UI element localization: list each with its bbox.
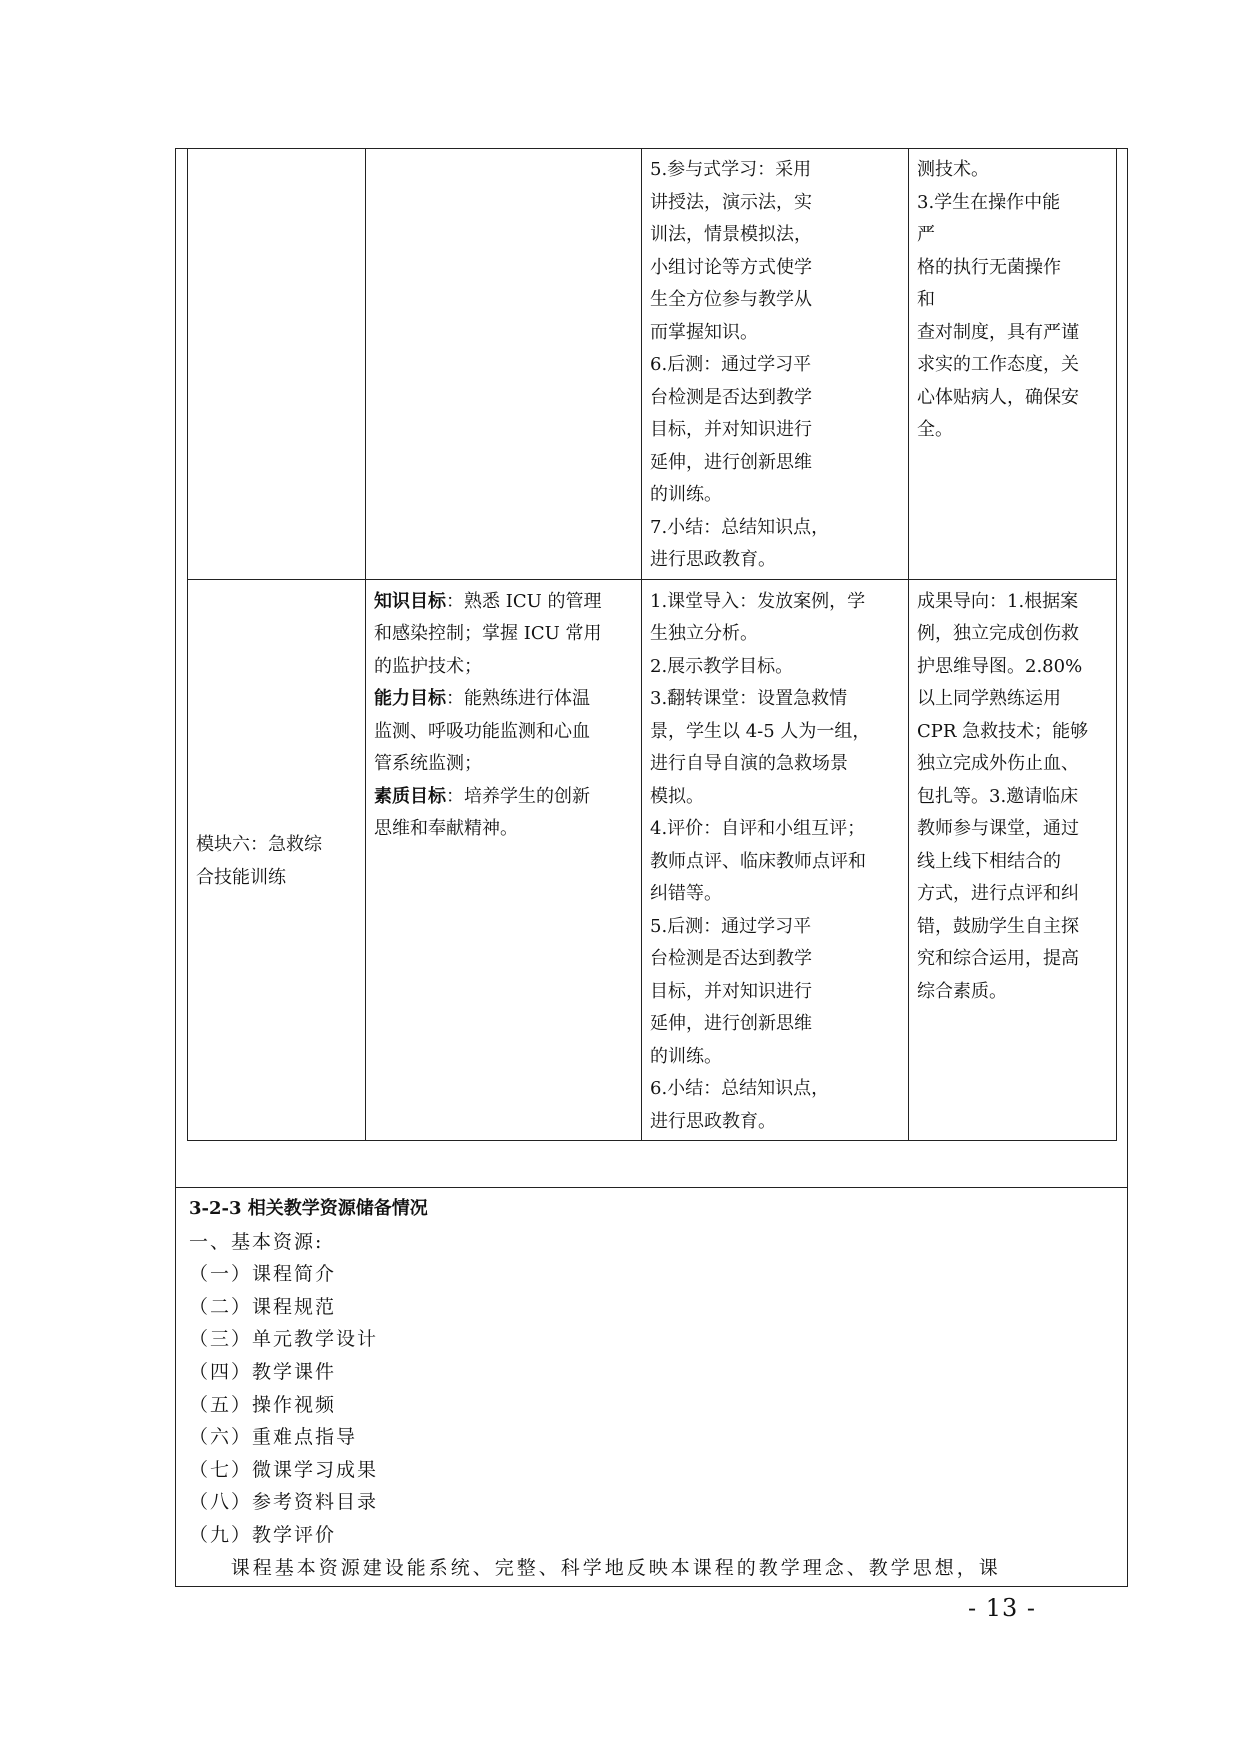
- text-line: 和感染控制；掌握 ICU 常用: [374, 623, 602, 644]
- outcome-cell: [909, 148, 1117, 579]
- text-line: 景，学生以 4-5 人为一组，: [650, 720, 871, 742]
- text-line: 成果导向：1.根据案: [917, 590, 1079, 612]
- quality-goal-label: 素质目标: [374, 785, 446, 807]
- text-line: 3.学生在操作中能: [917, 191, 1061, 213]
- text-line: 而掌握知识。: [650, 321, 758, 343]
- text-line: 延伸，进行创新思维: [650, 1013, 812, 1034]
- text-line: 心体贴病人，确保安: [917, 386, 1079, 408]
- course-module-table: [187, 148, 1117, 1141]
- text-line: 进行自导自演的急救场景: [650, 753, 848, 774]
- text-line: 6.小结：总结知识点，: [650, 1078, 830, 1099]
- text-line: 测技术。: [917, 159, 989, 180]
- frame-divider: [175, 1187, 1128, 1188]
- table-row: [188, 148, 1117, 579]
- text-line: 的训练。: [650, 1045, 722, 1067]
- text-line: 以上同学熟练运用: [917, 688, 1061, 709]
- text-line: 综合素质。: [917, 980, 1007, 1002]
- text-line: 7.小结：总结知识点，: [650, 516, 830, 538]
- section-subtitle: 一、基本资源:: [189, 1230, 324, 1253]
- text-line: 模拟。: [650, 785, 704, 807]
- text-line: 教师参与课堂，通过: [917, 818, 1079, 839]
- text-line: 和: [917, 289, 935, 310]
- text-line: 错，鼓励学生自主探: [917, 915, 1079, 937]
- text-line: 的训练。: [650, 484, 722, 505]
- text-line: 例，独立完成创伤救: [917, 623, 1079, 644]
- resource-list-item: （五）操作视频: [189, 1393, 337, 1416]
- text-line: 监测、呼吸功能监测和心血: [374, 720, 590, 742]
- resource-list-item: （六）重难点指导: [189, 1426, 358, 1449]
- text-line: 纠错等。: [650, 883, 722, 904]
- quality-goal-line: [374, 781, 634, 814]
- resource-list-item: （二）课程规范: [189, 1295, 337, 1318]
- resource-list-item: （八）参考资料目录: [189, 1491, 379, 1514]
- quality-goal-text: ：培养学生的创新: [446, 785, 590, 807]
- text-line: 3.翻转课堂：设置急救情: [650, 688, 848, 709]
- ability-goal-label: 能力目标: [374, 688, 446, 709]
- module-cell: [188, 148, 366, 579]
- text-line: 进行思政教育。: [650, 549, 776, 570]
- module-cell: [188, 579, 366, 1141]
- knowledge-goal-line: [374, 586, 634, 619]
- text-line: 求实的工作态度，关: [917, 354, 1079, 375]
- goals-cell: [366, 579, 642, 1141]
- text-line: 模块六：急救综: [196, 834, 322, 856]
- text-line: 1.课堂导入：发放案例，学: [650, 590, 866, 612]
- text-line: 台检测是否达到教学: [650, 386, 812, 408]
- text-line: 查对制度，具有严谨: [917, 321, 1079, 343]
- resources-section: [189, 1193, 1119, 1584]
- text-line: 生全方位参与教学从: [650, 289, 812, 310]
- goals-cell: [366, 148, 642, 579]
- resource-list-item: （九）教学评价: [189, 1523, 337, 1546]
- section-paragraph: 课程基本资源建设能系统、完整、科学地反映本课程的教学理念、教学思想，课: [230, 1556, 1001, 1579]
- text-line: 生独立分析。: [650, 623, 758, 644]
- text-line: 独立完成外伤止血、: [917, 753, 1079, 774]
- page-number: - 13 -: [968, 1594, 1037, 1622]
- text-line: 台检测是否达到教学: [650, 948, 812, 969]
- text-line: 目标，并对知识进行: [650, 980, 812, 1002]
- text-line: 目标，并对知识进行: [650, 419, 812, 440]
- text-line: 4.评价：自评和小组互评；: [650, 818, 866, 839]
- text-line: 小组讨论等方式使学: [650, 256, 812, 278]
- text-line: 教师点评、临床教师点评和: [650, 850, 866, 872]
- text-line: 包扎等。3.邀请临床: [917, 785, 1079, 807]
- outcome-cell: [909, 579, 1117, 1141]
- text-line: 格的执行无菌操作: [917, 256, 1061, 278]
- resource-list-item: （一）课程简介: [189, 1263, 337, 1286]
- resource-list-item: （四）教学课件: [189, 1360, 337, 1383]
- text-line: 合技能训练: [196, 866, 286, 888]
- text-line: CPR 急救技术；能够: [917, 720, 1089, 742]
- knowledge-goal-label: 知识目标: [374, 590, 446, 612]
- ability-goal-line: [374, 683, 634, 716]
- ability-goal-text: ：能熟练进行体温: [446, 688, 590, 709]
- text-line: 线上线下相结合的: [917, 850, 1061, 872]
- resource-list-item: （七）微课学习成果: [189, 1458, 379, 1481]
- text-line: 方式，进行点评和纠: [917, 883, 1079, 904]
- text-line: 护思维导图。2.80%: [917, 655, 1083, 677]
- text-line: 2.展示教学目标。: [650, 655, 794, 677]
- text-line: 管系统监测；: [374, 753, 482, 774]
- text-line: 思维和奉献精神。: [374, 818, 518, 839]
- process-cell: [642, 579, 909, 1141]
- table-row: [188, 579, 1117, 1141]
- text-line: 进行思政教育。: [650, 1110, 776, 1132]
- text-line: 的监护技术；: [374, 655, 482, 677]
- text-line: 延伸，进行创新思维: [650, 451, 812, 473]
- text-line: 5.参与式学习：采用: [650, 159, 812, 180]
- text-line: 训法，情景模拟法，: [650, 224, 812, 245]
- text-line: 讲授法，演示法，实: [650, 191, 812, 213]
- section-title: 3-2-3 相关教学资源储备情况: [189, 1198, 428, 1219]
- text-line: 严: [917, 224, 935, 245]
- knowledge-goal-text: ：熟悉 ICU 的管理: [446, 590, 602, 612]
- resource-list-item: （三）单元教学设计: [189, 1328, 379, 1351]
- process-cell: [642, 148, 909, 579]
- text-line: 6.后测：通过学习平: [650, 354, 812, 375]
- text-line: 5.后测：通过学习平: [650, 915, 812, 937]
- text-line: 究和综合运用，提高: [917, 948, 1079, 969]
- text-line: 全。: [917, 419, 953, 440]
